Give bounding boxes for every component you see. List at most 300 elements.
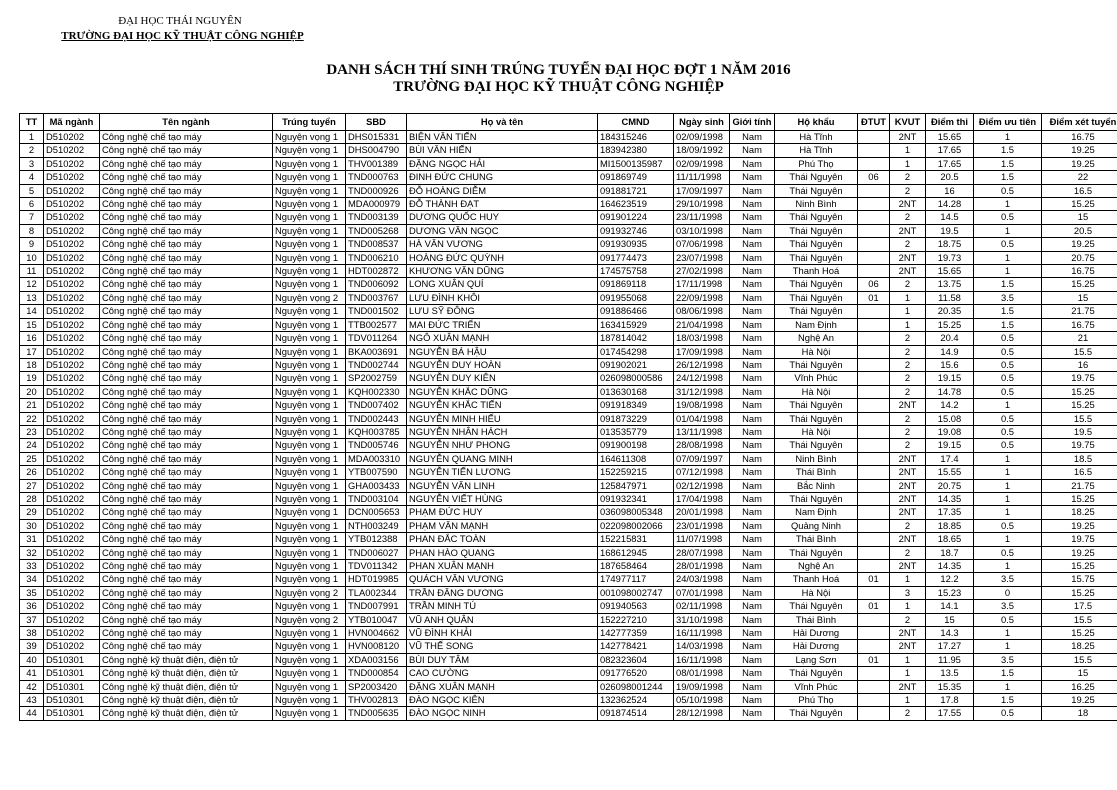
cell-gioi-tinh: Nam <box>730 694 775 707</box>
cell-diem-xet-tuyen: 19.5 <box>1042 425 1117 438</box>
cell-diem-xet-tuyen: 19.25 <box>1042 519 1117 532</box>
table-row <box>20 412 1117 425</box>
cell-ngay-sinh: 19/09/1998 <box>674 680 730 693</box>
cell-tt: 37 <box>20 613 44 626</box>
table-header-row <box>20 114 1117 131</box>
cell-dtut <box>858 640 890 653</box>
cell-sbd: YTB012388 <box>346 533 407 546</box>
column-header-diem-uu-tien: Điểm ưu tiên <box>974 114 1042 131</box>
cell-ho-khau: Hải Dương <box>775 640 858 653</box>
cell-dtut: 01 <box>858 291 890 304</box>
cell-kvut: 2NT <box>890 265 926 278</box>
cell-dtut <box>858 707 890 720</box>
cell-ho-va-ten: NGUYỄN VĂN LINH <box>407 479 598 492</box>
cell-ho-va-ten: PHAN HÀO QUANG <box>407 546 598 559</box>
cell-diem-thi: 17.8 <box>926 694 974 707</box>
cell-cmnd: 168612945 <box>598 546 674 559</box>
cell-kvut: 1 <box>890 144 926 157</box>
cell-sbd: DHS004790 <box>346 144 407 157</box>
cell-ngay-sinh: 03/10/1998 <box>674 224 730 237</box>
cell-ma-nganh: D510301 <box>44 653 100 666</box>
cell-ten-nganh: Công nghệ chế tạo máy <box>100 278 273 291</box>
cell-diem-thi: 15.65 <box>926 265 974 278</box>
cell-ngay-sinh: 05/10/1998 <box>674 694 730 707</box>
cell-trung-tuyen: Nguyện vọng 1 <box>273 265 346 278</box>
cell-ho-va-ten: ĐỖ HOÀNG DIỄM <box>407 184 598 197</box>
cell-trung-tuyen: Nguyện vọng 1 <box>273 131 346 144</box>
cell-diem-thi: 15.25 <box>926 318 974 331</box>
cell-dtut: 06 <box>858 278 890 291</box>
cell-ho-khau: Nghệ An <box>775 560 858 573</box>
cell-trung-tuyen: Nguyện vọng 1 <box>273 506 346 519</box>
table-row <box>20 707 1117 720</box>
cell-ho-va-ten: NGÔ XUÂN MẠNH <box>407 332 598 345</box>
cell-ngay-sinh: 23/07/1998 <box>674 251 730 264</box>
table-row <box>20 452 1117 465</box>
cell-ma-nganh: D510202 <box>44 560 100 573</box>
cell-dtut <box>858 385 890 398</box>
cell-diem-xet-tuyen: 19.25 <box>1042 694 1117 707</box>
cell-diem-xet-tuyen: 19.25 <box>1042 546 1117 559</box>
table-row <box>20 573 1117 586</box>
cell-sbd: TND005746 <box>346 439 407 452</box>
cell-kvut: 2NT <box>890 492 926 505</box>
cell-kvut: 2NT <box>890 560 926 573</box>
cell-gioi-tinh: Nam <box>730 439 775 452</box>
cell-ten-nganh: Công nghệ chế tạo máy <box>100 131 273 144</box>
cell-diem-uu-tien: 1 <box>974 466 1042 479</box>
cell-dtut <box>858 586 890 599</box>
cell-diem-uu-tien: 0.5 <box>974 412 1042 425</box>
cell-dtut <box>858 345 890 358</box>
cell-ma-nganh: D510202 <box>44 265 100 278</box>
cell-ngay-sinh: 17/11/1998 <box>674 278 730 291</box>
cell-ten-nganh: Công nghệ kỹ thuật điện, điện tử <box>100 653 273 666</box>
cell-gioi-tinh: Nam <box>730 291 775 304</box>
cell-tt: 32 <box>20 546 44 559</box>
cell-ho-khau: Thanh Hoá <box>775 573 858 586</box>
cell-dtut: 01 <box>858 653 890 666</box>
table-row <box>20 653 1117 666</box>
cell-ma-nganh: D510202 <box>44 546 100 559</box>
cell-ho-va-ten: BÙI VĂN HIẾN <box>407 144 598 157</box>
cell-dtut <box>858 667 890 680</box>
table-row <box>20 519 1117 532</box>
cell-ma-nganh: D510202 <box>44 399 100 412</box>
cell-kvut: 2 <box>890 238 926 251</box>
cell-gioi-tinh: Nam <box>730 171 775 184</box>
cell-ho-va-ten: PHAN XUÂN MẠNH <box>407 560 598 573</box>
cell-dtut <box>858 318 890 331</box>
cell-kvut: 2NT <box>890 479 926 492</box>
cell-sbd: MDA000979 <box>346 198 407 211</box>
cell-ma-nganh: D510202 <box>44 211 100 224</box>
cell-diem-thi: 19.73 <box>926 251 974 264</box>
cell-ngay-sinh: 28/07/1998 <box>674 546 730 559</box>
cell-trung-tuyen: Nguyện vọng 1 <box>273 600 346 613</box>
table-row <box>20 184 1117 197</box>
cell-diem-thi: 20.4 <box>926 332 974 345</box>
cell-ho-khau: Thái Nguyên <box>775 546 858 559</box>
cell-gioi-tinh: Nam <box>730 399 775 412</box>
table-row <box>20 506 1117 519</box>
cell-tt: 11 <box>20 265 44 278</box>
cell-kvut: 2NT <box>890 131 926 144</box>
cell-ho-va-ten: NGUYỄN BÁ HẬU <box>407 345 598 358</box>
cell-diem-thi: 14.9 <box>926 345 974 358</box>
cell-gioi-tinh: Nam <box>730 586 775 599</box>
cell-diem-thi: 19.08 <box>926 425 974 438</box>
cell-ngay-sinh: 18/03/1998 <box>674 332 730 345</box>
cell-ngay-sinh: 01/04/1998 <box>674 412 730 425</box>
cell-sbd: TDV011342 <box>346 560 407 573</box>
cell-tt: 4 <box>20 171 44 184</box>
cell-ten-nganh: Công nghệ chế tạo máy <box>100 479 273 492</box>
cell-ho-khau: Thái Bình <box>775 613 858 626</box>
cell-ma-nganh: D510301 <box>44 667 100 680</box>
cell-ten-nganh: Công nghệ chế tạo máy <box>100 452 273 465</box>
cell-diem-uu-tien: 1 <box>974 680 1042 693</box>
cell-cmnd: 184315246 <box>598 131 674 144</box>
cell-diem-uu-tien: 0.5 <box>974 345 1042 358</box>
cell-diem-uu-tien: 0.5 <box>974 439 1042 452</box>
cell-trung-tuyen: Nguyện vọng 1 <box>273 211 346 224</box>
cell-ngay-sinh: 31/10/1998 <box>674 613 730 626</box>
cell-sbd: TND001502 <box>346 305 407 318</box>
cell-kvut: 1 <box>890 600 926 613</box>
column-header-trung-tuyen: Trúng tuyển <box>273 114 346 131</box>
cell-ma-nganh: D510202 <box>44 318 100 331</box>
cell-diem-xet-tuyen: 16.75 <box>1042 265 1117 278</box>
table-row <box>20 358 1117 371</box>
cell-diem-uu-tien: 0.5 <box>974 613 1042 626</box>
cell-diem-uu-tien: 0.5 <box>974 332 1042 345</box>
cell-kvut: 2 <box>890 358 926 371</box>
table-row <box>20 560 1117 573</box>
cell-kvut: 2NT <box>890 224 926 237</box>
cell-kvut: 2 <box>890 372 926 385</box>
cell-tt: 18 <box>20 358 44 371</box>
column-header-ho-va-ten: Họ và tên <box>407 114 598 131</box>
cell-diem-uu-tien: 0.5 <box>974 385 1042 398</box>
cell-tt: 1 <box>20 131 44 144</box>
cell-ma-nganh: D510202 <box>44 425 100 438</box>
cell-ten-nganh: Công nghệ chế tạo máy <box>100 466 273 479</box>
cell-ho-khau: Thái Nguyên <box>775 439 858 452</box>
cell-dtut: 01 <box>858 600 890 613</box>
cell-ho-khau: Thái Nguyên <box>775 399 858 412</box>
table-row <box>20 425 1117 438</box>
cell-diem-xet-tuyen: 15.5 <box>1042 345 1117 358</box>
cell-diem-uu-tien: 1 <box>974 506 1042 519</box>
cell-sbd: NTH003249 <box>346 519 407 532</box>
cell-ten-nganh: Công nghệ chế tạo máy <box>100 291 273 304</box>
cell-diem-thi: 14.35 <box>926 492 974 505</box>
cell-cmnd: 091873229 <box>598 412 674 425</box>
cell-ho-va-ten: ĐỖ THÀNH ĐẠT <box>407 198 598 211</box>
cell-diem-uu-tien: 1 <box>974 492 1042 505</box>
cell-ho-va-ten: LƯU SỸ ĐÔNG <box>407 305 598 318</box>
cell-kvut: 2 <box>890 546 926 559</box>
cell-trung-tuyen: Nguyện vọng 1 <box>273 305 346 318</box>
cell-ngay-sinh: 28/08/1998 <box>674 439 730 452</box>
cell-sbd: YTB007590 <box>346 466 407 479</box>
cell-ma-nganh: D510301 <box>44 680 100 693</box>
cell-ho-va-ten: PHẠM ĐỨC HUY <box>407 506 598 519</box>
cell-cmnd: 132362524 <box>598 694 674 707</box>
cell-sbd: TDV011264 <box>346 332 407 345</box>
cell-gioi-tinh: Nam <box>730 198 775 211</box>
cell-trung-tuyen: Nguyện vọng 1 <box>273 345 346 358</box>
cell-ho-va-ten: NGUYỄN DUY KIÊN <box>407 372 598 385</box>
cell-diem-thi: 18.85 <box>926 519 974 532</box>
cell-ngay-sinh: 16/11/1998 <box>674 627 730 640</box>
cell-ten-nganh: Công nghệ chế tạo máy <box>100 251 273 264</box>
cell-diem-thi: 13.75 <box>926 278 974 291</box>
cell-gioi-tinh: Nam <box>730 640 775 653</box>
cell-cmnd: 026098000586 <box>598 372 674 385</box>
cell-cmnd: 163415929 <box>598 318 674 331</box>
cell-diem-uu-tien: 1 <box>974 627 1042 640</box>
cell-ma-nganh: D510202 <box>44 332 100 345</box>
cell-trung-tuyen: Nguyện vọng 1 <box>273 680 346 693</box>
cell-cmnd: 091955068 <box>598 291 674 304</box>
cell-ma-nganh: D510202 <box>44 466 100 479</box>
cell-diem-xet-tuyen: 15.25 <box>1042 399 1117 412</box>
cell-cmnd: 152227210 <box>598 613 674 626</box>
cell-ten-nganh: Công nghệ chế tạo máy <box>100 519 273 532</box>
cell-sbd: HDT019985 <box>346 573 407 586</box>
cell-tt: 17 <box>20 345 44 358</box>
cell-ho-khau: Nghệ An <box>775 332 858 345</box>
cell-diem-xet-tuyen: 15.25 <box>1042 278 1117 291</box>
cell-trung-tuyen: Nguyện vọng 1 <box>273 385 346 398</box>
cell-diem-uu-tien: 1.5 <box>974 305 1042 318</box>
cell-diem-xet-tuyen: 20.5 <box>1042 224 1117 237</box>
cell-diem-thi: 18.65 <box>926 533 974 546</box>
cell-tt: 27 <box>20 479 44 492</box>
cell-gioi-tinh: Nam <box>730 667 775 680</box>
cell-kvut: 2NT <box>890 198 926 211</box>
cell-kvut: 2 <box>890 439 926 452</box>
cell-sbd: TND002443 <box>346 412 407 425</box>
cell-cmnd: 091932341 <box>598 492 674 505</box>
cell-sbd: HVN004662 <box>346 627 407 640</box>
cell-diem-uu-tien: 1 <box>974 560 1042 573</box>
cell-sbd: HDT002872 <box>346 265 407 278</box>
cell-kvut: 2NT <box>890 452 926 465</box>
table-row <box>20 372 1117 385</box>
cell-cmnd: 183942380 <box>598 144 674 157</box>
cell-cmnd: 164623519 <box>598 198 674 211</box>
cell-cmnd: 013535779 <box>598 425 674 438</box>
cell-diem-xet-tuyen: 15.25 <box>1042 560 1117 573</box>
cell-dtut <box>858 439 890 452</box>
cell-kvut: 2 <box>890 519 926 532</box>
cell-ngay-sinh: 11/07/1998 <box>674 533 730 546</box>
cell-ma-nganh: D510202 <box>44 291 100 304</box>
cell-gioi-tinh: Nam <box>730 224 775 237</box>
cell-diem-xet-tuyen: 16.5 <box>1042 184 1117 197</box>
cell-tt: 41 <box>20 667 44 680</box>
cell-sbd: THV002813 <box>346 694 407 707</box>
cell-ngay-sinh: 18/09/1992 <box>674 144 730 157</box>
cell-ngay-sinh: 13/11/1998 <box>674 425 730 438</box>
cell-cmnd: 174977117 <box>598 573 674 586</box>
cell-diem-uu-tien: 1.5 <box>974 318 1042 331</box>
cell-diem-thi: 17.65 <box>926 157 974 170</box>
cell-ho-va-ten: VŨ ANH QUÂN <box>407 613 598 626</box>
cell-ten-nganh: Công nghệ chế tạo máy <box>100 332 273 345</box>
cell-ten-nganh: Công nghệ chế tạo máy <box>100 439 273 452</box>
cell-tt: 36 <box>20 600 44 613</box>
cell-ho-va-ten: NGUYỄN TIẾN LƯƠNG <box>407 466 598 479</box>
cell-cmnd: 091901224 <box>598 211 674 224</box>
cell-dtut <box>858 131 890 144</box>
cell-diem-uu-tien: 1 <box>974 452 1042 465</box>
cell-ma-nganh: D510202 <box>44 627 100 640</box>
cell-trung-tuyen: Nguyện vọng 1 <box>273 653 346 666</box>
cell-dtut <box>858 251 890 264</box>
cell-sbd: DHS015331 <box>346 131 407 144</box>
cell-diem-thi: 17.27 <box>926 640 974 653</box>
cell-diem-uu-tien: 0 <box>974 586 1042 599</box>
cell-cmnd: MI1500135987 <box>598 157 674 170</box>
cell-ho-khau: Thái Nguyên <box>775 412 858 425</box>
cell-gioi-tinh: Nam <box>730 157 775 170</box>
cell-ma-nganh: D510202 <box>44 372 100 385</box>
cell-diem-thi: 17.35 <box>926 506 974 519</box>
cell-cmnd: 036098005348 <box>598 506 674 519</box>
cell-ho-khau: Bắc Ninh <box>775 479 858 492</box>
cell-ho-va-ten: NGUYỄN KHẮC DŨNG <box>407 385 598 398</box>
cell-ho-khau: Thái Nguyên <box>775 238 858 251</box>
cell-ma-nganh: D510202 <box>44 144 100 157</box>
table-row <box>20 533 1117 546</box>
cell-tt: 35 <box>20 586 44 599</box>
cell-ho-khau: Phú Thọ <box>775 694 858 707</box>
cell-diem-uu-tien: 0.5 <box>974 425 1042 438</box>
cell-ngay-sinh: 19/08/1998 <box>674 399 730 412</box>
cell-dtut <box>858 399 890 412</box>
cell-tt: 26 <box>20 466 44 479</box>
table-row <box>20 318 1117 331</box>
cell-diem-thi: 13.5 <box>926 667 974 680</box>
cell-kvut: 1 <box>890 157 926 170</box>
cell-diem-xet-tuyen: 15.5 <box>1042 653 1117 666</box>
cell-diem-uu-tien: 3.5 <box>974 600 1042 613</box>
cell-ho-khau: Hà Tĩnh <box>775 131 858 144</box>
cell-ho-va-ten: NGUYỄN DUY HOÀN <box>407 358 598 371</box>
cell-gioi-tinh: Nam <box>730 600 775 613</box>
table-row <box>20 466 1117 479</box>
cell-ho-khau: Thái Nguyên <box>775 224 858 237</box>
cell-ma-nganh: D510202 <box>44 506 100 519</box>
cell-diem-uu-tien: 0.5 <box>974 372 1042 385</box>
cell-trung-tuyen: Nguyện vọng 1 <box>273 560 346 573</box>
cell-diem-uu-tien: 0.5 <box>974 707 1042 720</box>
cell-kvut: 2 <box>890 171 926 184</box>
column-header-ten-nganh: Tên ngành <box>100 114 273 131</box>
cell-trung-tuyen: Nguyện vọng 2 <box>273 586 346 599</box>
cell-ngay-sinh: 29/10/1998 <box>674 198 730 211</box>
cell-sbd: TND006210 <box>346 251 407 264</box>
cell-dtut: 06 <box>858 171 890 184</box>
cell-sbd: TND003104 <box>346 492 407 505</box>
cell-kvut: 2 <box>890 211 926 224</box>
cell-cmnd: 091932746 <box>598 224 674 237</box>
cell-dtut <box>858 492 890 505</box>
cell-cmnd: 091776520 <box>598 667 674 680</box>
table-row <box>20 224 1117 237</box>
cell-diem-uu-tien: 1 <box>974 479 1042 492</box>
column-header-diem-thi: Điểm thi <box>926 114 974 131</box>
cell-ten-nganh: Công nghệ kỹ thuật điện, điện tử <box>100 667 273 680</box>
cell-ma-nganh: D510202 <box>44 305 100 318</box>
cell-diem-uu-tien: 1.5 <box>974 171 1042 184</box>
cell-diem-xet-tuyen: 19.25 <box>1042 144 1117 157</box>
cell-ten-nganh: Công nghệ kỹ thuật điện, điện tử <box>100 694 273 707</box>
cell-dtut <box>858 546 890 559</box>
cell-ho-va-ten: BÙI DUY TÂM <box>407 653 598 666</box>
cell-trung-tuyen: Nguyện vọng 1 <box>273 707 346 720</box>
cell-sbd: YTB010047 <box>346 613 407 626</box>
cell-diem-thi: 14.78 <box>926 385 974 398</box>
table-row <box>20 586 1117 599</box>
cell-ho-khau: Ninh Bình <box>775 452 858 465</box>
cell-ho-va-ten: TRẦN ĐĂNG DƯƠNG <box>407 586 598 599</box>
cell-tt: 43 <box>20 694 44 707</box>
cell-diem-xet-tuyen: 15.75 <box>1042 573 1117 586</box>
column-header-ho-khau: Hộ khẩu <box>775 114 858 131</box>
cell-dtut <box>858 533 890 546</box>
table-row <box>20 694 1117 707</box>
cell-trung-tuyen: Nguyện vọng 1 <box>273 399 346 412</box>
cell-diem-xet-tuyen: 19.75 <box>1042 439 1117 452</box>
cell-diem-uu-tien: 1.5 <box>974 157 1042 170</box>
cell-kvut: 2NT <box>890 506 926 519</box>
cell-diem-uu-tien: 1 <box>974 198 1042 211</box>
cell-ho-khau: Thái Nguyên <box>775 251 858 264</box>
cell-tt: 29 <box>20 506 44 519</box>
cell-diem-uu-tien: 3.5 <box>974 291 1042 304</box>
cell-ho-khau: Thái Nguyên <box>775 211 858 224</box>
cell-diem-xet-tuyen: 15.25 <box>1042 627 1117 640</box>
cell-dtut <box>858 479 890 492</box>
cell-sbd: TND005635 <box>346 707 407 720</box>
cell-dtut <box>858 506 890 519</box>
cell-cmnd: 026098001244 <box>598 680 674 693</box>
cell-diem-xet-tuyen: 15.5 <box>1042 412 1117 425</box>
cell-ho-khau: Vĩnh Phúc <box>775 680 858 693</box>
cell-ten-nganh: Công nghệ chế tạo máy <box>100 345 273 358</box>
cell-ma-nganh: D510202 <box>44 492 100 505</box>
cell-cmnd: 142777359 <box>598 627 674 640</box>
table-row <box>20 157 1117 170</box>
cell-tt: 39 <box>20 640 44 653</box>
cell-tt: 28 <box>20 492 44 505</box>
cell-tt: 33 <box>20 560 44 573</box>
column-header-tt: TT <box>20 114 44 131</box>
cell-sbd: TND003767 <box>346 291 407 304</box>
cell-trung-tuyen: Nguyện vọng 1 <box>273 332 346 345</box>
cell-ho-khau: Thái Nguyên <box>775 278 858 291</box>
cell-kvut: 2 <box>890 385 926 398</box>
cell-gioi-tinh: Nam <box>730 573 775 586</box>
cell-ma-nganh: D510202 <box>44 452 100 465</box>
cell-ho-khau: Hà Nội <box>775 586 858 599</box>
cell-diem-uu-tien: 1.5 <box>974 694 1042 707</box>
